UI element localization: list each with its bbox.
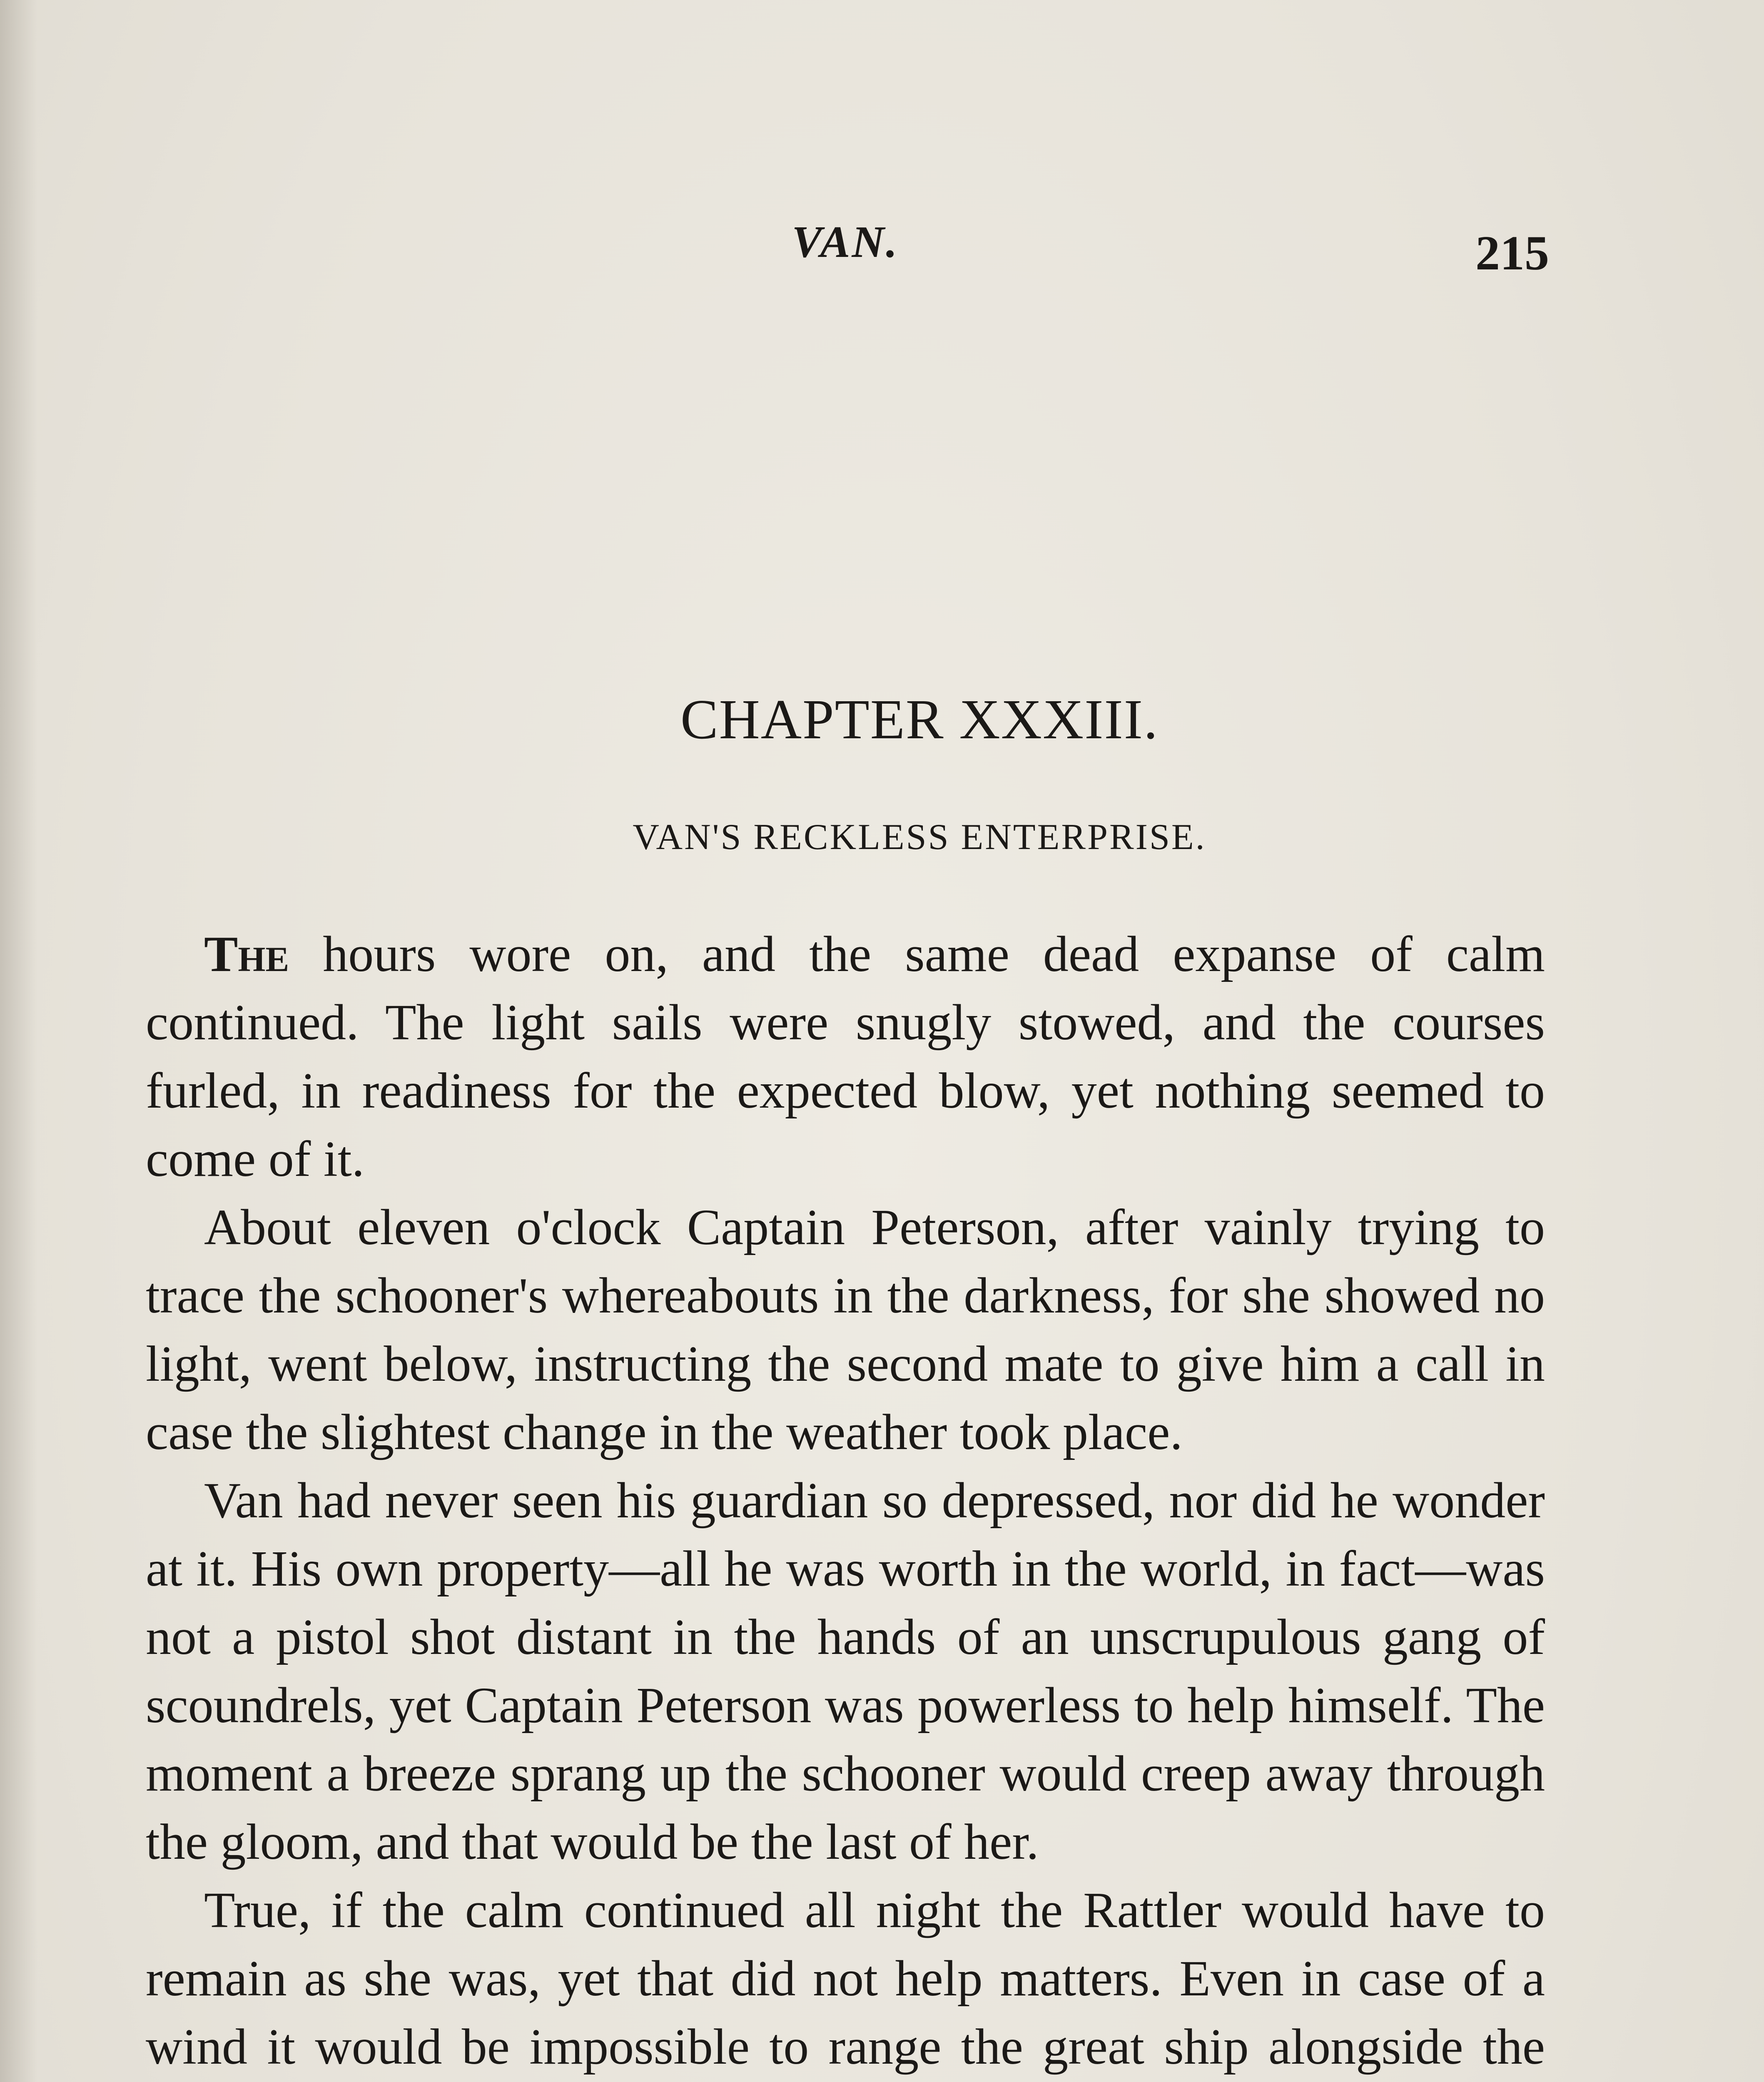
paragraph-text: About eleven o'clock Captain Peterson, after vainly trying to trace the schooner's whereabouts in the darkness, for she showed no light, went below, instructing the second mate to give him a call in case the slightest change in the weather took place. bbox=[146, 1199, 1545, 1460]
paragraph bbox=[146, 1467, 1545, 1876]
chapter-title: CHAPTER XXXIII. bbox=[680, 688, 1159, 751]
running-head bbox=[0, 208, 1764, 280]
paragraph-text: Van had never seen his guardian so depressed, nor did he wonder at it. His own property—all he was worth in the world, in fact—was not a pistol shot distant in the hands of an unscrupulous gang of scoundrels, yet Captain Peterson was powerless to help himself. The moment a breeze sprang up the schooner would creep away through the gloom, and that would be the last of her. bbox=[146, 1472, 1545, 1870]
paragraph-text: hours wore on, and the same dead expanse of calm continued. The light sails were snugly stowed, and the courses furled, in readiness for the expected blow, yet nothing seemed to come of it. bbox=[146, 926, 1545, 1187]
paragraph-text: True, if the calm continued all night the Rattler would have to remain as she was, yet that did not help matters. Even in case of a wind it would be impossible to range the great ship alongside the bbox=[146, 1882, 1545, 2075]
paragraph bbox=[146, 1193, 1545, 1467]
paragraph bbox=[146, 920, 1545, 1193]
paragraph bbox=[146, 1876, 1545, 2082]
running-title: VAN. bbox=[792, 217, 899, 267]
gutter-shadow bbox=[0, 0, 37, 2082]
body-text bbox=[146, 920, 1545, 2082]
paragraph-lead-word: The bbox=[204, 926, 289, 982]
chapter-subtitle: VAN'S RECKLESS ENTERPRISE. bbox=[633, 817, 1206, 857]
page-number: 215 bbox=[1475, 226, 1549, 280]
